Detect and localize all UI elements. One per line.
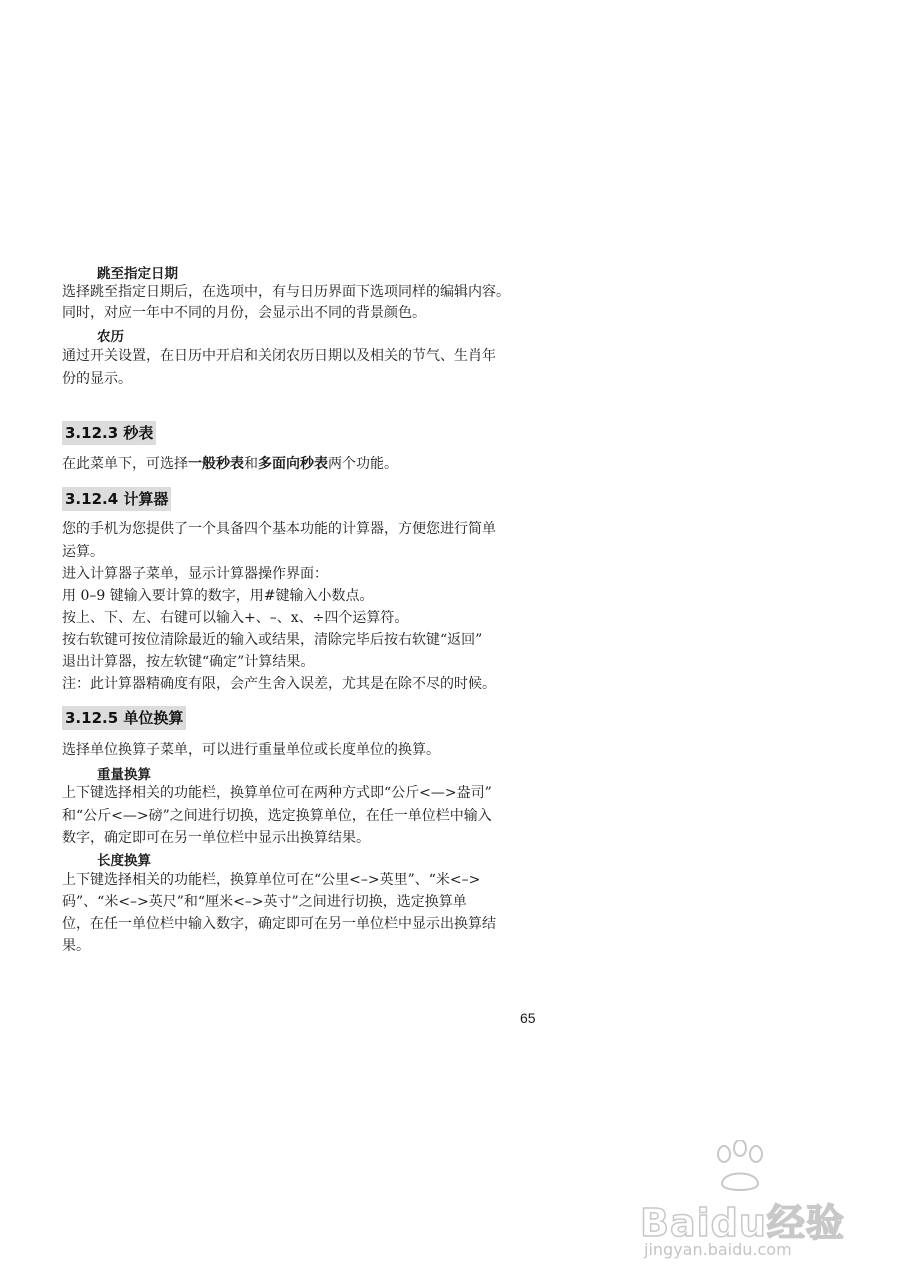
paragraph-line: 用 0–9 键输入要计算的数字，用#键输入小数点。 [62, 588, 374, 604]
watermark-url: jingyan.baidu.com [644, 1240, 792, 1259]
paragraph-line: 选择跳至指定日期后，在选项中，有与日历界面下选项同样的编辑内容。 [62, 284, 510, 300]
paragraph-line: 按右软键可按位清除最近的输入或结果，清除完毕后按右软键“返回” [62, 632, 483, 648]
paragraph-line: 和“公斤<—>磅”之间进行切换，选定换算单位，在任一单位栏中输入 [62, 808, 492, 824]
watermark-logo-text: Baidu经验 [640, 1201, 845, 1245]
subheading-lunar: 农历 [97, 329, 124, 345]
text: 两个功能。 [328, 456, 398, 472]
paragraph-line: 按上、下、左、右键可以输入+、–、x、÷四个运算符。 [62, 610, 409, 626]
paragraph-line: 上下键选择相关的功能栏，换算单位可在“公里<–>英里”、“米<–> [62, 872, 481, 888]
section-heading-unit-conversion: 3.12.5 单位换算 [62, 706, 186, 730]
paragraph-line: 通过开关设置，在日历中开启和关闭农历日期以及相关的节气、生肖年 [62, 348, 496, 364]
stopwatch-paragraph [62, 454, 398, 474]
subheading-weight-conversion: 重量换算 [97, 767, 151, 783]
page-number: 65 [520, 1010, 536, 1026]
paragraph-line: 上下键选择相关的功能栏，换算单位可在两种方式即“公斤<—>盎司” [62, 785, 492, 801]
section-heading-calculator: 3.12.4 计算器 [62, 487, 171, 511]
paragraph-line: 位，在任一单位栏中输入数字，确定即可在另一单位栏中显示出换算结 [62, 916, 496, 932]
bold-term-general-stopwatch: 一般秒表 [188, 456, 244, 472]
subheading-length-conversion: 长度换算 [97, 853, 151, 869]
paragraph-line: 码”、“米<–>英尺”和“厘米<–>英寸”之间进行切换，选定换算单 [62, 894, 467, 910]
paragraph-line: 同时，对应一年中不同的月份，会显示出不同的背景颜色。 [62, 305, 426, 321]
subheading-jump-to-date: 跳至指定日期 [97, 266, 178, 282]
paragraph-line: 份的显示。 [62, 371, 132, 387]
paragraph-line: 运算。 [62, 544, 104, 560]
paragraph-line: 您的手机为您提供了一个具备四个基本功能的计算器，方便您进行简单 [62, 521, 496, 537]
text: 和 [244, 456, 258, 472]
paragraph-line: 选择单位换算子菜单，可以进行重量单位或长度单位的换算。 [62, 742, 440, 758]
section-heading-stopwatch: 3.12.3 秒表 [62, 421, 156, 445]
paw-icon [710, 1140, 770, 1194]
paragraph-line: 退出计算器，按左软键“确定”计算结果。 [62, 654, 315, 670]
bold-term-multi-stopwatch: 多面向秒表 [258, 456, 328, 472]
paragraph-line: 果。 [62, 938, 90, 954]
baidu-jingyan-watermark [640, 1140, 880, 1260]
text: 在此菜单下，可选择 [62, 456, 188, 472]
paragraph-line: 进入计算器子菜单，显示计算器操作界面： [62, 566, 328, 582]
paragraph-line: 数字，确定即可在另一单位栏中显示出换算结果。 [62, 830, 370, 846]
paragraph-line: 注：此计算器精确度有限，会产生舍入误差，尤其是在除不尽的时候。 [62, 676, 496, 692]
